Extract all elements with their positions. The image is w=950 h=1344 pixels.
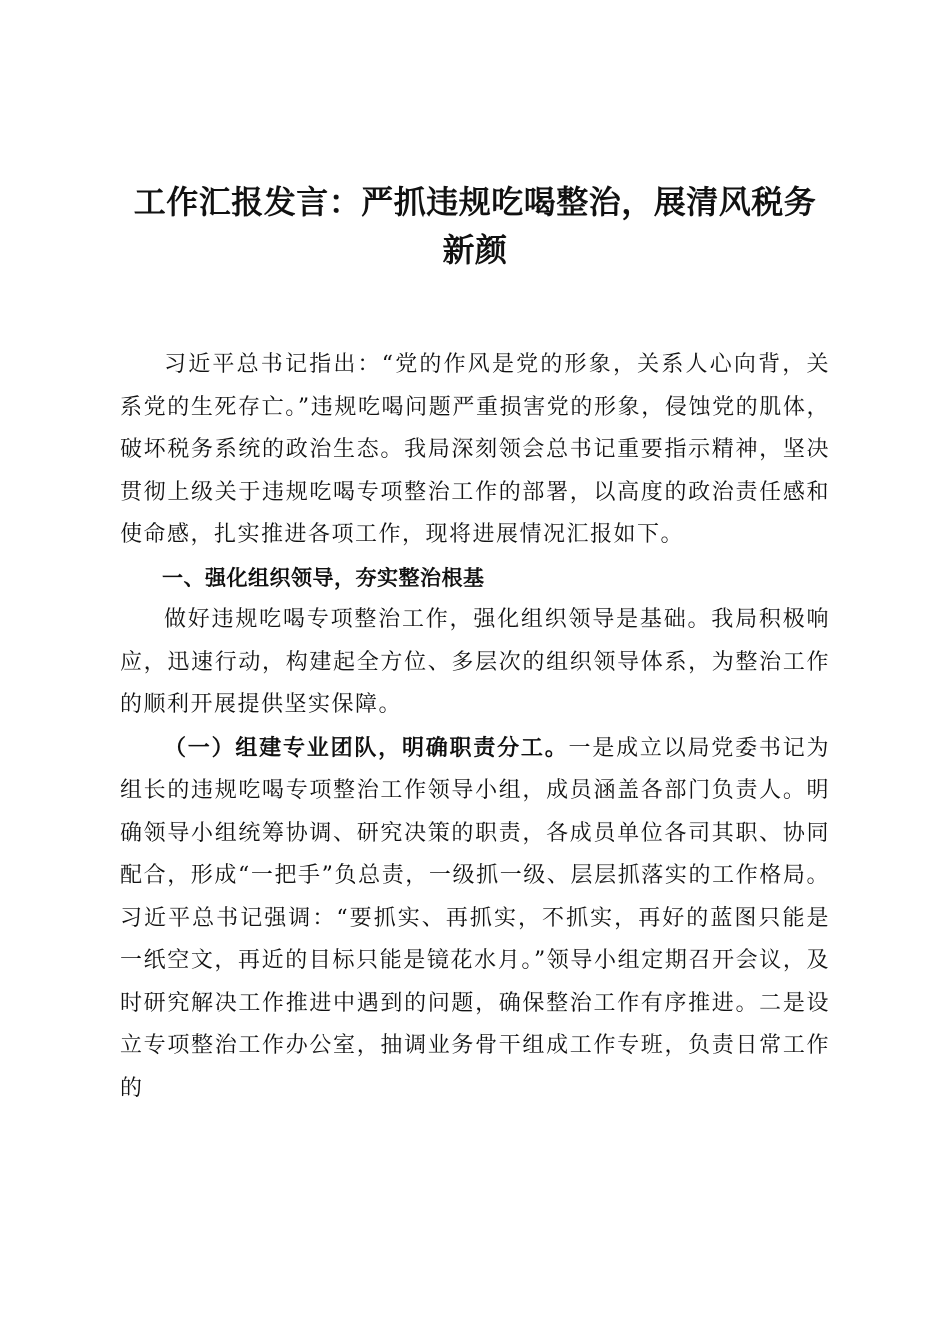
intro-paragraph: 习近平总书记指出：“党的作风是党的形象，关系人心向背，关系党的生死存亡。”违规吃喝问题严重损害党的形象，侵蚀党的肌体，破坏税务系统的政治生态。我局深刻领会总书记重要指示精神，坚决贯彻上级关于违规吃喝专项整治工作的部署，以高度的政治责任感和使命感，扎实推进各项工作，现将进展情况汇报如下。: [120, 352, 830, 547]
section-1-paragraph: 做好违规吃喝专项整治工作，强化组织领导是基础。我局积极响应，迅速行动，构建起全方位、多层次的组织领导体系，为整治工作的顺利开展提供坚实保障。: [120, 607, 830, 717]
subsection-1-heading: （一）组建专业团队，明确职责分工。: [164, 734, 569, 761]
section-1-heading: 一、强化组织领导，夯实整治根基: [162, 565, 485, 590]
subsection-1-body: 一是成立以局党委书记为组长的违规吃喝专项整治工作领导小组，成员涵盖各部门负责人。明确领导小组统筹协调、研究决策的职责，各成员单位各司其职、协同配合，形成“一把手”负总责，一级抓一级、层层抓落实的工作格局。习近平总书记强调：“要抓实、再抓实，不抓实，再好的蓝图只能是一纸空文，再近的目标只能是镜花水月。”领导小组定期召开会议，及时研究解决工作推进中遇到的问题，确保整治工作有序推进。二是设立专项整治工作办公室，抽调业务骨干组成工作专班，负责日常工作的: [120, 735, 830, 1101]
document-page: [120, 178, 830, 1110]
document-title: 工作汇报发言：严抓违规吃喝整治，展清风税务新颜: [133, 183, 817, 269]
document-body: [120, 344, 830, 1110]
subsection-1-paragraph: [120, 727, 830, 1111]
